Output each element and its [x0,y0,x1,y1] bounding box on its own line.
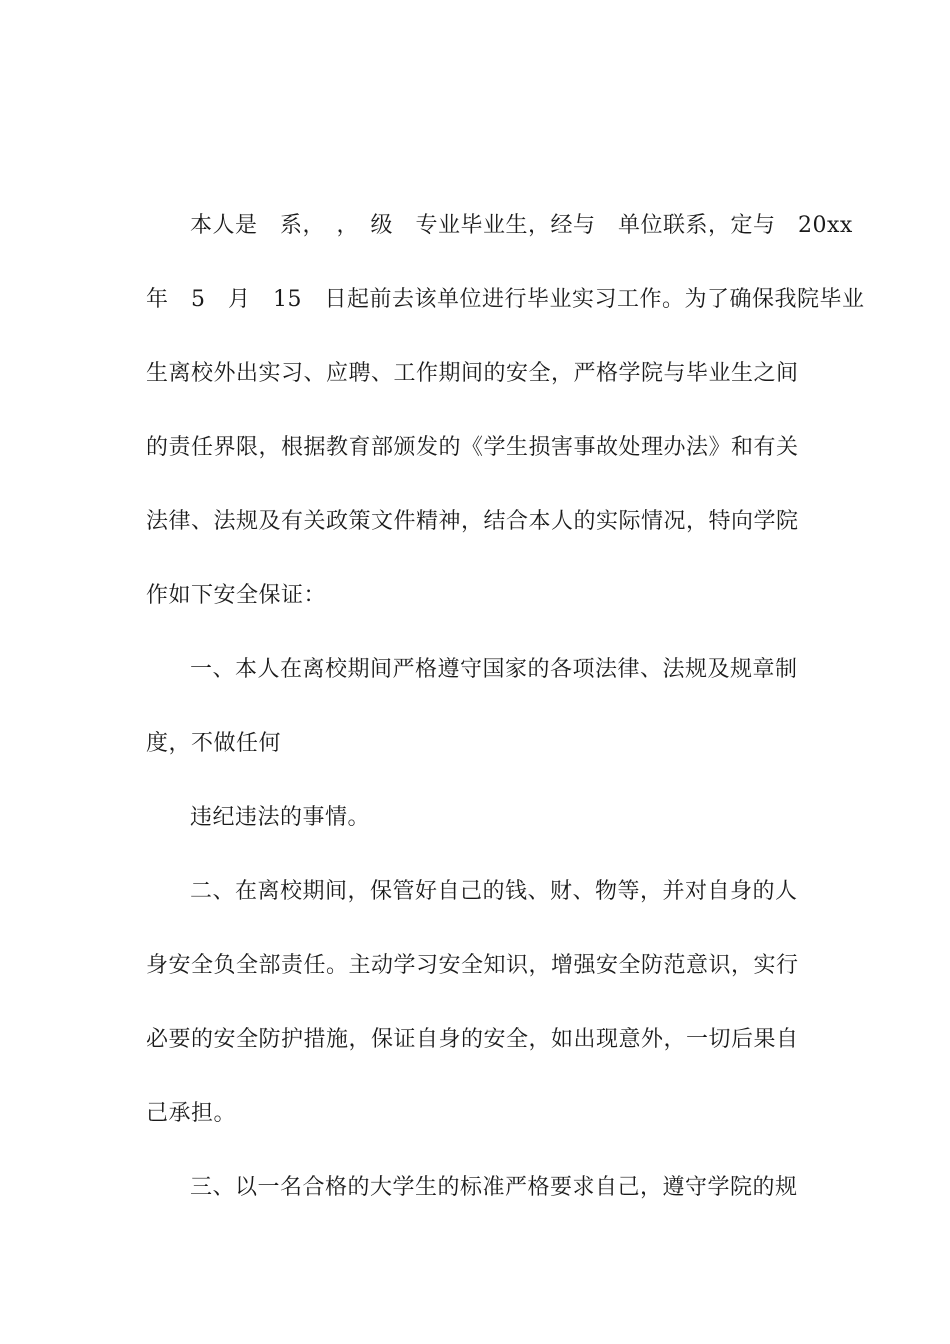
text-line: 生离校外出实习、应聘、工作期间的安全，严格学院与毕业生之间 [146,361,799,386]
text-line: 三、以一名合格的大学生的标准严格要求自己，遵守学院的规 [190,1175,798,1200]
text-line: 必要的安全防护措施，保证自身的安全，如出现意外，一切后果自 [146,1027,799,1052]
text-line: 一、本人在离校期间严格遵守国家的各项法律、法规及规章制 [190,657,798,682]
text-line: 本人是 系， ， 级 专业毕业生，经与 单位联系，定与 20xx [190,213,853,238]
text-line: 度，不做任何 [146,731,282,756]
text-line: 己承担。 [146,1101,237,1126]
text-line: 的责任界限，根据教育部颁发的《学生损害事故处理办法》和有关 [146,435,799,460]
text-line: 身安全负全部责任。主动学习安全知识，增强安全防范意识，实行 [146,953,799,978]
text-line: 年 5 月 15 日起前去该单位进行毕业实习工作。为了确保我院毕业 [146,287,865,312]
text-line: 违纪违法的事情。 [190,805,371,830]
text-line: 二、在离校期间，保管好自己的钱、财、物等，并对自身的人 [190,879,798,904]
text-line: 作如下安全保证： [146,583,327,608]
text-line: 法律、法规及有关政策文件精神，结合本人的实际情况，特向学院 [146,509,799,534]
